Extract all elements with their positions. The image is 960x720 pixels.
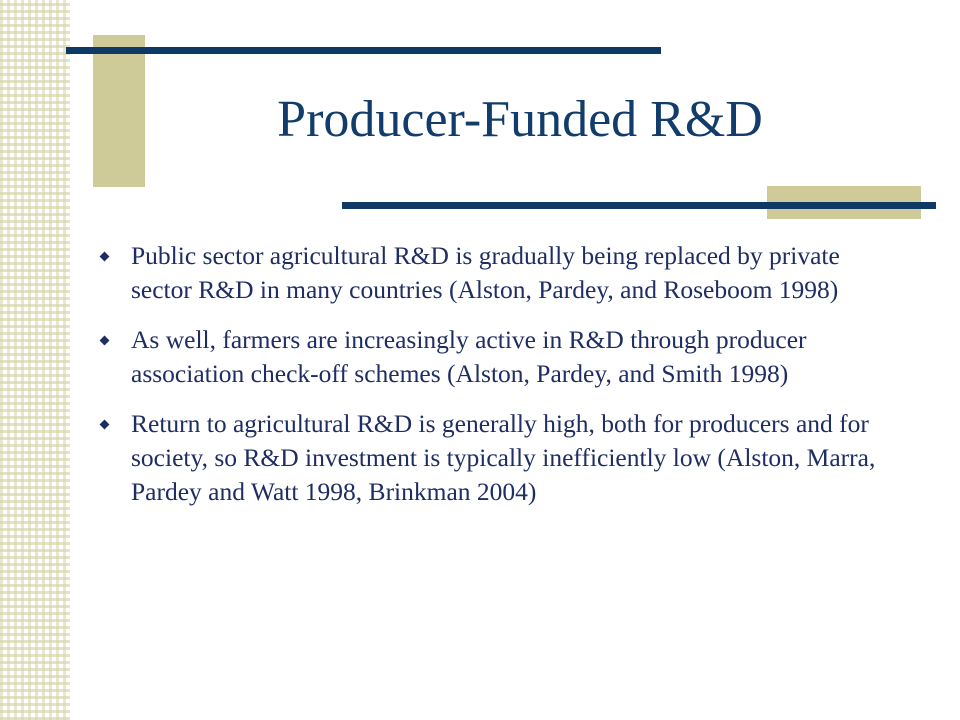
- title-top-rule: [66, 47, 661, 54]
- diamond-bullet-icon: [100, 252, 110, 262]
- title-accent-block: [93, 35, 145, 187]
- bullet-list: [96, 239, 896, 525]
- diamond-bullet-icon: [100, 420, 110, 430]
- bullet-item: [96, 407, 896, 509]
- bullet-text: Public sector agricultural R&D is gradually being replaced by private sector R&D in many countries (Alston, Pardey, and Roseboom 1998): [131, 241, 840, 304]
- bullet-item: [96, 323, 896, 391]
- bullet-text: As well, farmers are increasingly active in R&D through producer association check-off schemes (Alston, Pardey, and Smith 1998): [131, 325, 807, 388]
- slide-title: Producer-Funded R&D: [277, 91, 763, 148]
- bullet-item: [96, 239, 896, 307]
- bullet-text: Return to agricultural R&D is generally high, both for producers and for society, so R&D investment is typically inefficiently low (Alston, Marra, Pardey and Watt 1998, Brinkman 2004): [131, 409, 876, 506]
- left-stripe-decoration: [0, 0, 70, 720]
- diamond-bullet-icon: [100, 336, 110, 346]
- title-bottom-rule: [342, 202, 936, 209]
